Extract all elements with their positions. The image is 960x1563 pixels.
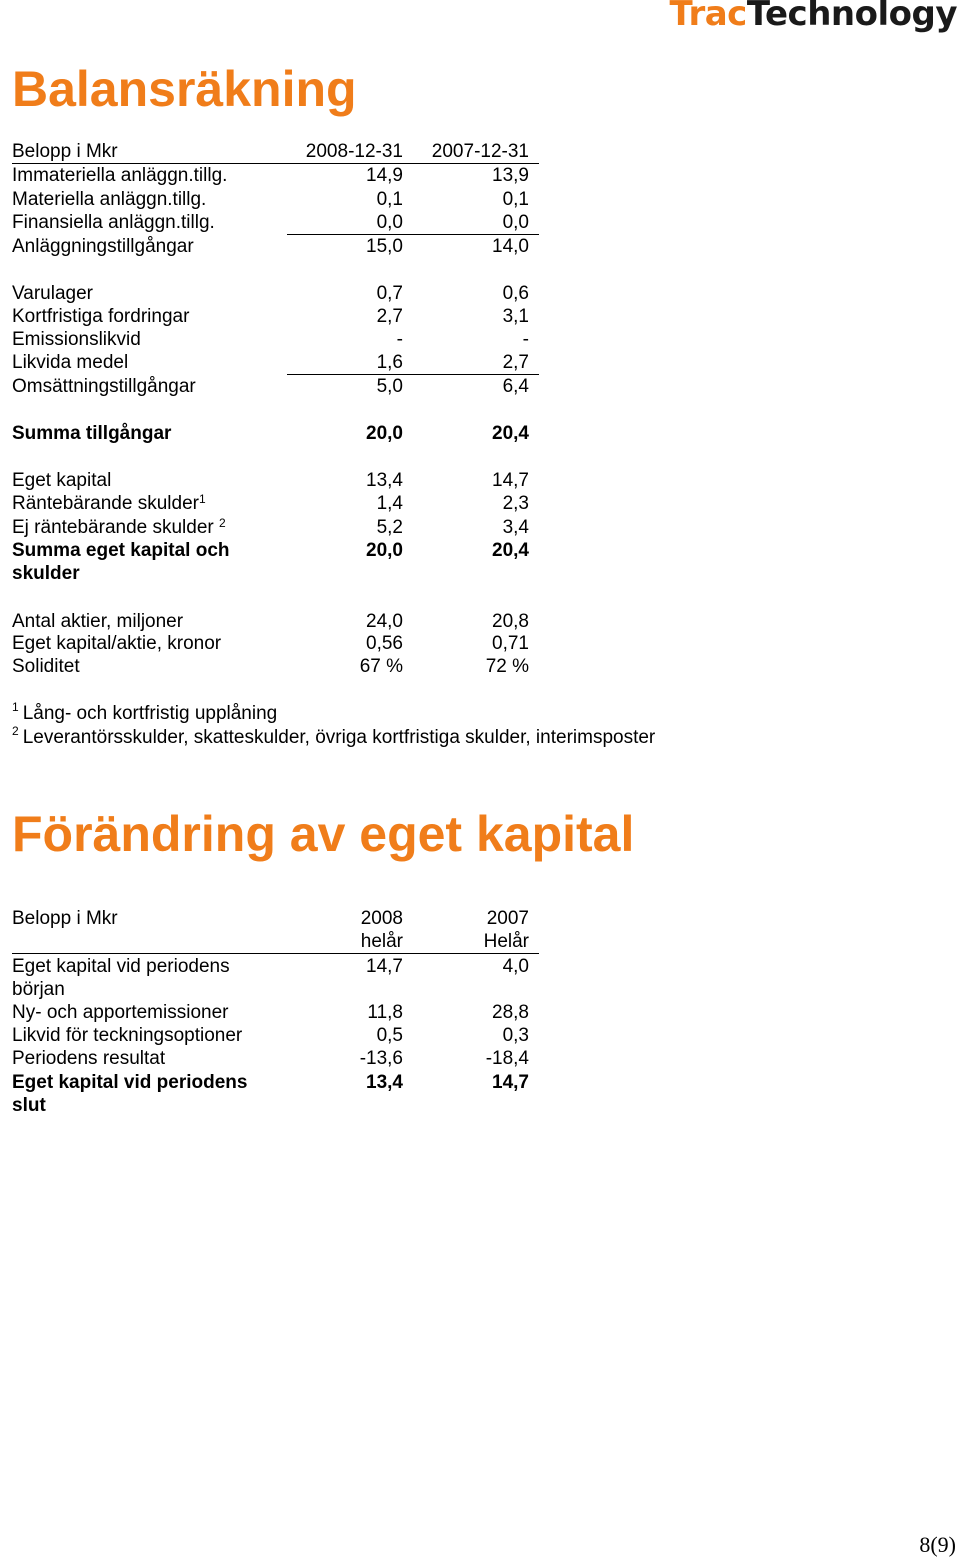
footnote-text: Leverantörsskulder, skatteskulder, övriga kortfristiga skulder, interimsposter xyxy=(22,727,656,748)
row-value-2007: 20,4 xyxy=(492,540,529,561)
header-col-2007: 2007-12-31 xyxy=(431,141,529,162)
row-label: Kortfristiga fordringar xyxy=(12,306,190,327)
row-label: Varulager xyxy=(12,283,93,304)
subtotal-rule xyxy=(287,374,539,375)
row-label-text: Räntebärande skulder xyxy=(12,493,199,514)
row-label: Eget kapital vid periodens xyxy=(12,956,230,977)
equity-change-title: Förändring av eget kapital xyxy=(12,806,635,862)
row-value-2008: -13,6 xyxy=(359,1048,403,1069)
row-value-2007: 14,0 xyxy=(492,236,529,257)
row-label: Eget kapital xyxy=(12,470,112,491)
row-value-2007: 2,7 xyxy=(502,352,529,373)
logo-trac: Trac xyxy=(669,0,747,34)
row-value-2008: - xyxy=(396,329,403,350)
row-value-2007: 0,1 xyxy=(502,189,529,210)
row-value-2008: 14,7 xyxy=(366,956,403,977)
row-label: Ny- och apportemissioner xyxy=(12,1002,229,1023)
row-value-2008: 13,4 xyxy=(366,1072,403,1093)
row-value-2008: 1,4 xyxy=(376,493,403,514)
row-value-2008: 1,6 xyxy=(376,352,403,373)
row-value-2007: 28,8 xyxy=(492,1002,529,1023)
row-label: Emissionslikvid xyxy=(12,329,141,350)
row-label: Likvid för teckningsoptioner xyxy=(12,1025,243,1046)
row-value-2007: 72 % xyxy=(485,656,529,677)
company-logo xyxy=(669,0,957,34)
row-label: Summa tillgångar xyxy=(12,423,172,444)
row-label: Omsättningstillgångar xyxy=(12,376,196,397)
row-label: Soliditet xyxy=(12,656,80,677)
page-number: 8(9) xyxy=(919,1532,956,1557)
row-value-2008: 67 % xyxy=(359,656,403,677)
row-value-2008: 5,2 xyxy=(376,517,403,538)
header-col-2008: 2008 xyxy=(360,908,403,929)
logo-technology: Technology xyxy=(746,0,957,34)
row-value-2008: 0,5 xyxy=(376,1025,403,1046)
row-value-2008: 0,1 xyxy=(376,189,403,210)
header-label: Belopp i Mkr xyxy=(12,141,118,162)
footnote-marker: 1 xyxy=(198,492,206,506)
row-label: Anläggningstillgångar xyxy=(12,236,194,257)
row-label xyxy=(12,492,206,515)
header-col-2007-sub: Helår xyxy=(483,931,529,952)
row-value-2008: 24,0 xyxy=(366,611,403,632)
row-value-2007: -18,4 xyxy=(485,1048,529,1069)
row-value-2007: 14,7 xyxy=(492,470,529,491)
header-col-2008-sub: helår xyxy=(360,931,403,952)
row-value-2007: 0,0 xyxy=(502,212,529,233)
row-label-cont: slut xyxy=(12,1095,46,1116)
row-label: Periodens resultat xyxy=(12,1048,166,1069)
row-value-2007: 3,4 xyxy=(502,517,529,538)
row-label: Likvida medel xyxy=(12,352,129,373)
row-label: Summa eget kapital och xyxy=(12,540,230,561)
row-label-cont: skulder xyxy=(12,563,80,584)
row-value-2008: 11,8 xyxy=(367,1002,403,1023)
row-value-2008: 20,0 xyxy=(366,540,403,561)
row-value-2007: 0,6 xyxy=(502,283,529,304)
row-label: Eget kapital vid periodens xyxy=(12,1072,248,1093)
row-value-2007: 3,1 xyxy=(502,306,529,327)
header-col-2008: 2008-12-31 xyxy=(305,141,403,162)
row-value-2008: 0,56 xyxy=(366,633,403,654)
row-label: Finansiella anläggn.tillg. xyxy=(12,212,215,233)
row-value-2008: 0,7 xyxy=(376,283,403,304)
footnote-text: Lång- och kortfristig upplåning xyxy=(22,703,278,724)
row-value-2007: 20,8 xyxy=(492,611,529,632)
header-rule xyxy=(12,953,539,954)
row-label: Materiella anläggn.tillg. xyxy=(12,189,207,210)
balance-sheet-title: Balansräkning xyxy=(12,61,357,117)
row-value-2007: 4,0 xyxy=(502,956,529,977)
row-value-2008: 13,4 xyxy=(366,470,403,491)
row-value-2007: 14,7 xyxy=(492,1072,529,1093)
footnote-marker: 2 xyxy=(219,516,226,530)
row-value-2008: 14,9 xyxy=(366,165,403,186)
row-label: Eget kapital/aktie, kronor xyxy=(12,633,222,654)
header-col-2007: 2007 xyxy=(486,908,529,929)
row-value-2007: 2,3 xyxy=(502,493,529,514)
row-value-2007: 20,4 xyxy=(492,423,529,444)
row-label: Antal aktier, miljoner xyxy=(12,611,184,632)
row-value-2008: 20,0 xyxy=(366,423,403,444)
footnote-2 xyxy=(12,726,655,749)
row-label xyxy=(12,516,226,539)
header-label: Belopp i Mkr xyxy=(12,908,118,929)
row-value-2007: 6,4 xyxy=(502,376,529,397)
row-value-2007: - xyxy=(522,329,529,350)
row-value-2008: 2,7 xyxy=(376,306,403,327)
row-value-2007: 0,71 xyxy=(492,633,529,654)
row-value-2008: 0,0 xyxy=(376,212,403,233)
footnote-number: 2 xyxy=(12,724,19,738)
row-value-2007: 13,9 xyxy=(492,165,529,186)
row-label: Immateriella anläggn.tillg. xyxy=(12,165,228,186)
row-value-2008: 15,0 xyxy=(366,236,403,257)
row-label-text: Ej räntebärande skulder xyxy=(12,517,214,538)
footnote-1 xyxy=(12,702,277,725)
row-value-2007: 0,3 xyxy=(502,1025,529,1046)
row-value-2008: 5,0 xyxy=(376,376,403,397)
footnote-number: 1 xyxy=(12,700,19,714)
row-label-cont: början xyxy=(12,979,65,1000)
